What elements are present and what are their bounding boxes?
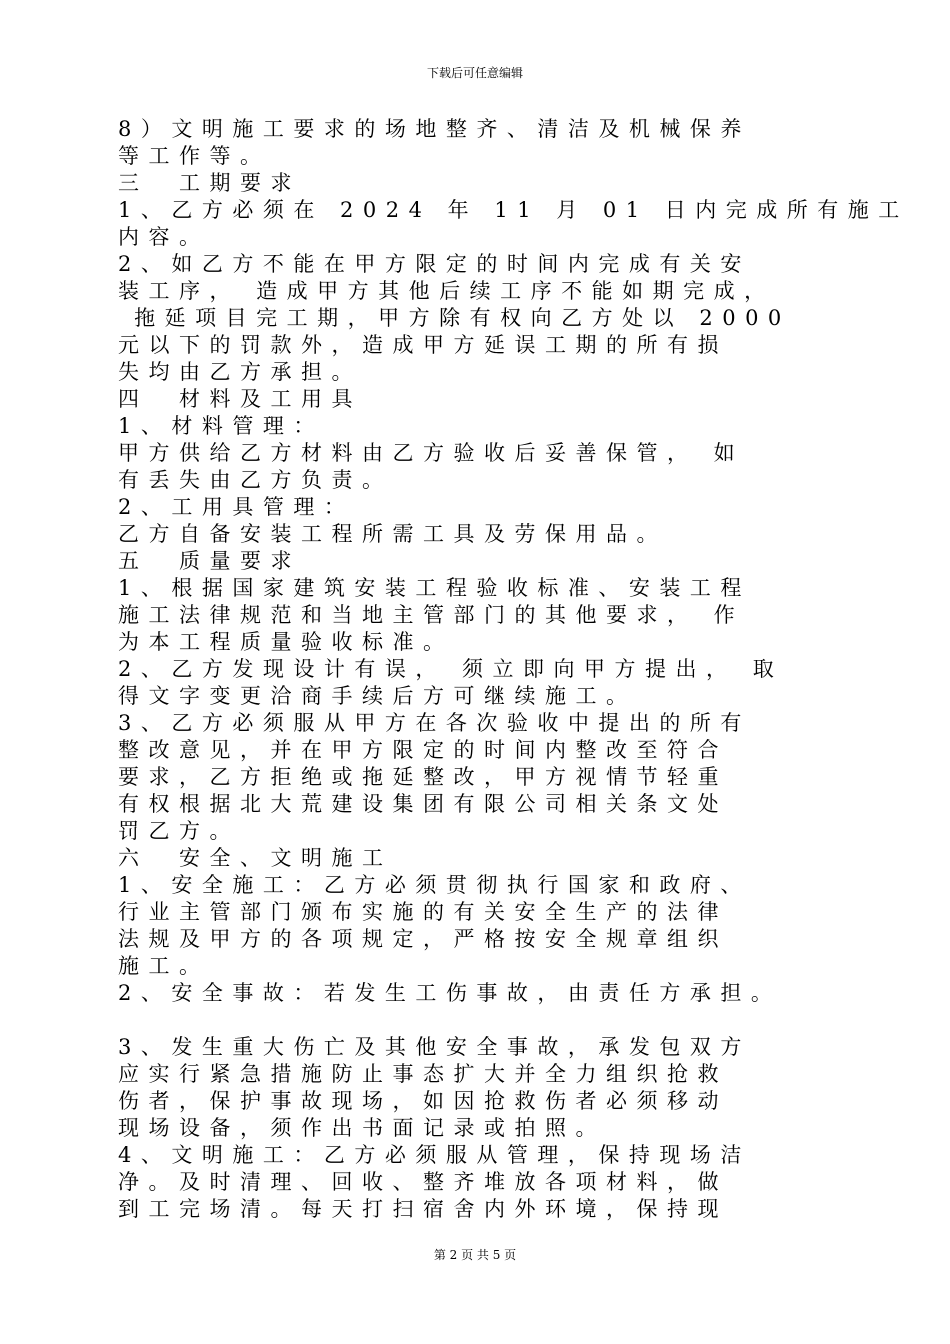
text-line: 1、材料管理： [118, 414, 324, 438]
text-line: 2、工用具管理： [118, 495, 355, 519]
text-line: 为本工程质量验收标准。 [118, 630, 454, 654]
text-line: 1、安全施工：乙方必须贯彻执行国家和政府、 [118, 873, 751, 897]
text-line: 要求，乙方拒绝或拖延整改，甲方视情节轻重 [118, 765, 728, 789]
text-line: 乙方自备安装工程所需工具及劳保用品。 [118, 522, 667, 546]
text-line: 8）文明施工要求的场地整齐、清洁及机械保养 [118, 117, 751, 141]
text-line: 法规及甲方的各项规定，严格按安全规章组织 [118, 927, 728, 951]
text-line: 内容。 [118, 225, 210, 249]
text-line: 行业主管部门颁布实施的有关安全生产的法律 [118, 900, 728, 924]
text-line: 1、根据国家建筑安装工程验收标准、安装工程 [118, 576, 751, 600]
text-line: 施工法律规范和当地主管部门的其他要求， 作 [118, 603, 745, 627]
text-line: 现场设备，须作出书面记录或拍照。 [118, 1116, 606, 1140]
document-body [118, 116, 909, 1223]
section-heading: 四 材料及工用具 [118, 387, 362, 411]
text-line: 3、乙方必须服从甲方在各次验收中提出的所有 [118, 711, 751, 735]
text-line: 甲方供给乙方材料由乙方验收后妥善保管， 如 [118, 441, 745, 465]
text-line: 整改意见，并在甲方限定的时间内整改至符合 [118, 738, 728, 762]
text-line: 施工。 [118, 954, 210, 978]
text-line: 到工完场清。每天打扫宿舍内外环境，保持现 [118, 1197, 728, 1221]
text-line: 装工序， 造成甲方其他后续工序不能如期完成， [118, 279, 775, 303]
text-line: 3、发生重大伤亡及其他安全事故，承发包双方 [118, 1035, 751, 1059]
text-line: 1、乙方必须在 2024 年 11 月 01 日内完成所有施工 [118, 198, 909, 222]
text-line: 净。及时清理、回收、整齐堆放各项材料，做 [118, 1170, 728, 1194]
text-line: 罚乙方。 [118, 819, 240, 843]
text-line: 等工作等。 [118, 144, 271, 168]
blank-line [118, 1007, 828, 1034]
text-line: 伤者，保护事故现场，如因抢救伤者必须移动 [118, 1089, 728, 1113]
section-heading: 六 安全、文明施工 [118, 846, 393, 870]
text-line: 有丢失由乙方负责。 [118, 468, 393, 492]
text-line: 得文字变更洽商手续后方可继续施工。 [118, 684, 637, 708]
section-heading: 三 工期要求 [118, 171, 301, 195]
text-line: 2、安全事故：若发生工伤事故，由责任方承担。 [118, 981, 782, 1005]
text-line: 有权根据北大荒建设集团有限公司相关条文处 [118, 792, 728, 816]
page-header: 下载后可任意编辑 [426, 66, 523, 80]
text-line: 2、乙方发现设计有误， 须立即向甲方提出， 取 [118, 657, 784, 681]
section-heading: 五 质量要求 [118, 549, 301, 573]
text-line: 拖延项目完工期，甲方除有权向乙方处以 2000 [118, 306, 791, 330]
text-line: 失均由乙方承担。 [118, 360, 362, 384]
text-line: 2、如乙方不能在甲方限定的时间内完成有关安 [118, 252, 751, 276]
page-footer: 第 2 页 共 5 页 [433, 1248, 517, 1262]
text-line: 4、文明施工：乙方必须服从管理，保持现场洁 [118, 1143, 751, 1167]
text-line: 应实行紧急措施防止事态扩大并全力组织抢救 [118, 1062, 728, 1086]
text-line: 元以下的罚款外，造成甲方延误工期的所有损 [118, 333, 728, 357]
